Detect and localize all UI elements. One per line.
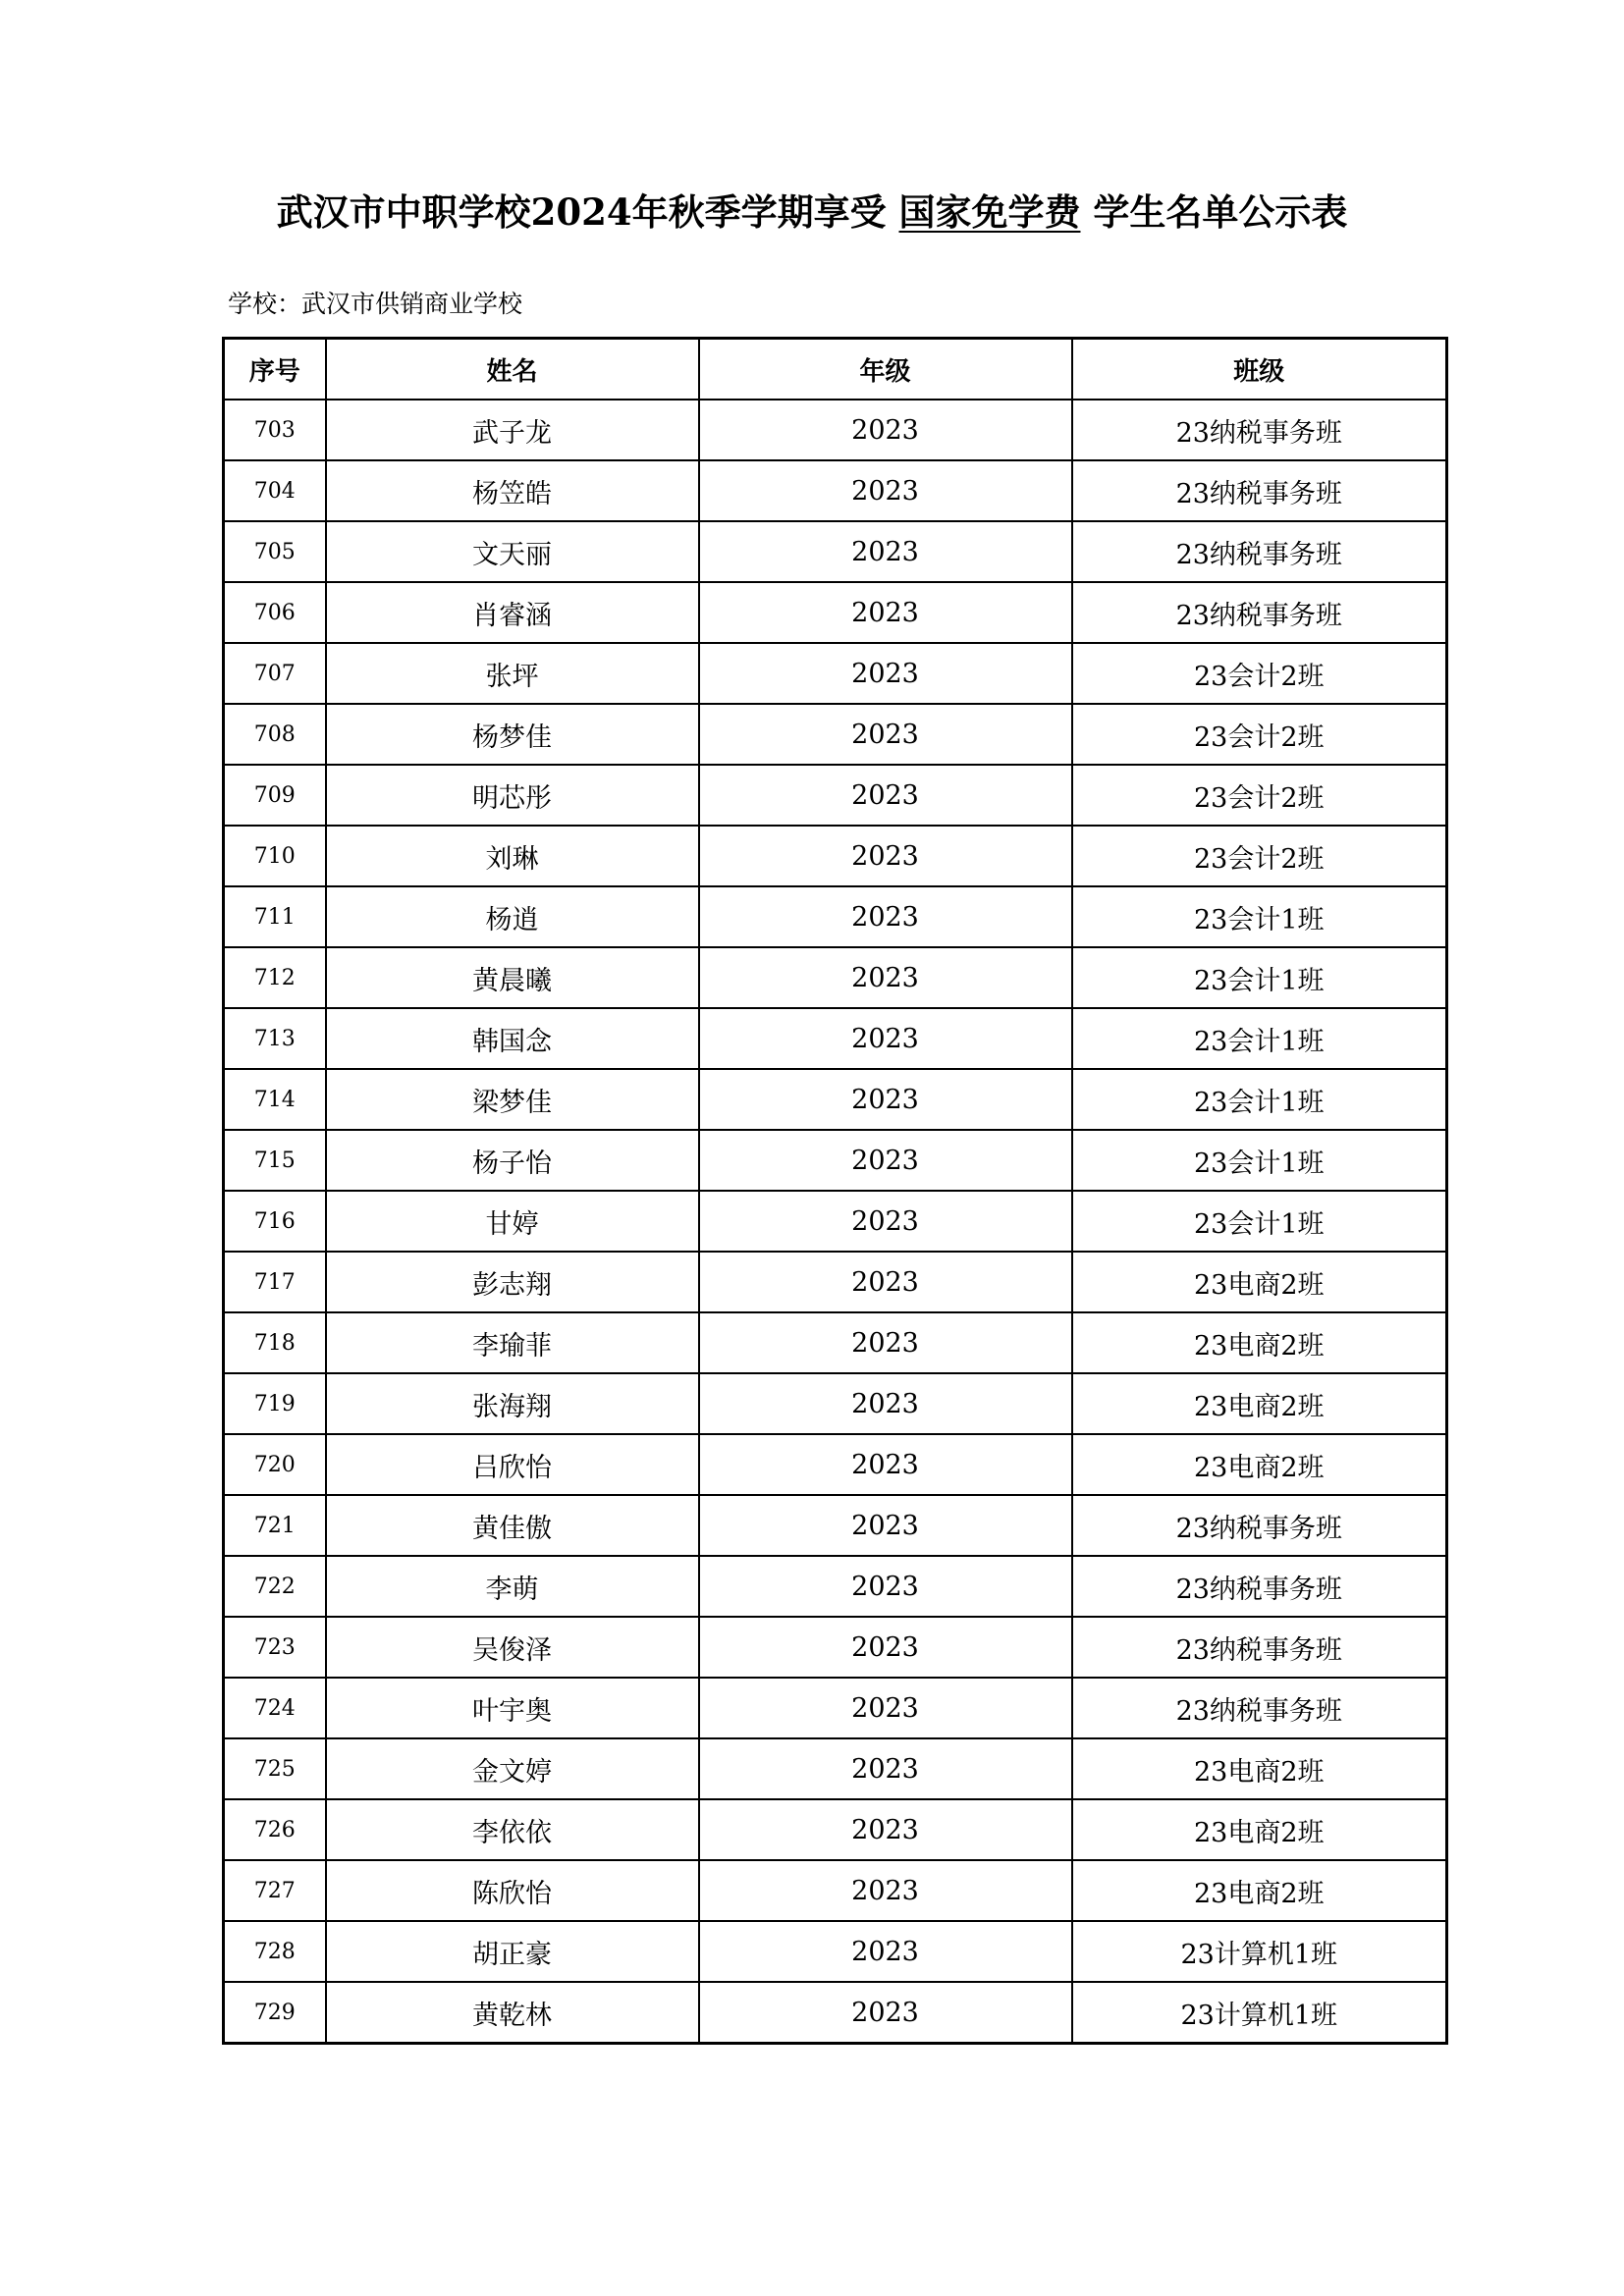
cell-name: 叶宇奥	[326, 1678, 699, 1738]
table-row	[224, 1799, 1447, 1860]
cell-grade: 2023	[699, 1434, 1072, 1495]
table-row	[224, 1252, 1447, 1312]
cell-seq: 713	[224, 1008, 326, 1069]
cell-class: 23会计1班	[1072, 1008, 1447, 1069]
cell-grade: 2023	[699, 1069, 1072, 1130]
cell-grade: 2023	[699, 1982, 1072, 2044]
cell-name: 李萌	[326, 1556, 699, 1617]
cell-seq: 712	[224, 947, 326, 1008]
cell-class: 23计算机1班	[1072, 1982, 1447, 2044]
table-row	[224, 1495, 1447, 1556]
cell-name: 张坪	[326, 643, 699, 704]
cell-seq: 706	[224, 582, 326, 643]
table-header-row	[224, 339, 1447, 400]
cell-name: 韩国念	[326, 1008, 699, 1069]
column-header-seq: 序号	[224, 339, 326, 400]
cell-class: 23纳税事务班	[1072, 1495, 1447, 1556]
column-header-name: 姓名	[326, 339, 699, 400]
cell-name: 吕欣怡	[326, 1434, 699, 1495]
cell-grade: 2023	[699, 1008, 1072, 1069]
cell-grade: 2023	[699, 1678, 1072, 1738]
cell-grade: 2023	[699, 1312, 1072, 1373]
cell-name: 杨梦佳	[326, 704, 699, 765]
cell-class: 23电商2班	[1072, 1312, 1447, 1373]
cell-class: 23电商2班	[1072, 1373, 1447, 1434]
cell-seq: 707	[224, 643, 326, 704]
table-row	[224, 1373, 1447, 1434]
cell-class: 23纳税事务班	[1072, 521, 1447, 582]
cell-class: 23会计2班	[1072, 643, 1447, 704]
cell-name: 刘琳	[326, 826, 699, 886]
cell-class: 23会计1班	[1072, 947, 1447, 1008]
cell-seq: 727	[224, 1860, 326, 1921]
table-body	[224, 400, 1447, 2044]
cell-grade: 2023	[699, 582, 1072, 643]
cell-name: 李依依	[326, 1799, 699, 1860]
table-row	[224, 521, 1447, 582]
title-prefix: 武汉市中职学校2024年秋季学期享受	[276, 190, 887, 234]
cell-class: 23会计2班	[1072, 704, 1447, 765]
cell-grade: 2023	[699, 1921, 1072, 1982]
cell-class: 23纳税事务班	[1072, 1556, 1447, 1617]
cell-name: 杨子怡	[326, 1130, 699, 1191]
table-row	[224, 1130, 1447, 1191]
cell-name: 肖睿涵	[326, 582, 699, 643]
cell-class: 23电商2班	[1072, 1434, 1447, 1495]
student-table	[222, 337, 1448, 2045]
cell-seq: 724	[224, 1678, 326, 1738]
cell-seq: 726	[224, 1799, 326, 1860]
cell-grade: 2023	[699, 826, 1072, 886]
table-row	[224, 1617, 1447, 1678]
cell-grade: 2023	[699, 400, 1072, 460]
cell-seq: 719	[224, 1373, 326, 1434]
cell-seq: 718	[224, 1312, 326, 1373]
cell-grade: 2023	[699, 765, 1072, 826]
cell-name: 杨逍	[326, 886, 699, 947]
cell-seq: 723	[224, 1617, 326, 1678]
cell-grade: 2023	[699, 1860, 1072, 1921]
table-row	[224, 704, 1447, 765]
table-row	[224, 582, 1447, 643]
title-suffix: 学生名单公示表	[1093, 190, 1348, 234]
cell-grade: 2023	[699, 460, 1072, 521]
cell-grade: 2023	[699, 1191, 1072, 1252]
cell-grade: 2023	[699, 1799, 1072, 1860]
cell-name: 张海翔	[326, 1373, 699, 1434]
cell-class: 23会计2班	[1072, 765, 1447, 826]
table-row	[224, 1191, 1447, 1252]
cell-grade: 2023	[699, 886, 1072, 947]
cell-class: 23会计1班	[1072, 886, 1447, 947]
table-row	[224, 886, 1447, 947]
school-line	[228, 285, 522, 324]
cell-name: 文天丽	[326, 521, 699, 582]
cell-class: 23计算机1班	[1072, 1921, 1447, 1982]
cell-seq: 711	[224, 886, 326, 947]
cell-grade: 2023	[699, 1556, 1072, 1617]
cell-name: 金文婷	[326, 1738, 699, 1799]
school-label: 学校：	[228, 290, 302, 318]
cell-class: 23纳税事务班	[1072, 582, 1447, 643]
table-row	[224, 947, 1447, 1008]
cell-seq: 729	[224, 1982, 326, 2044]
table-row	[224, 1312, 1447, 1373]
column-header-grade: 年级	[699, 339, 1072, 400]
table-row	[224, 1069, 1447, 1130]
cell-seq: 720	[224, 1434, 326, 1495]
cell-name: 李瑜菲	[326, 1312, 699, 1373]
table-row	[224, 1860, 1447, 1921]
cell-grade: 2023	[699, 1495, 1072, 1556]
cell-name: 陈欣怡	[326, 1860, 699, 1921]
cell-name: 吴俊泽	[326, 1617, 699, 1678]
cell-seq: 705	[224, 521, 326, 582]
table-row	[224, 1738, 1447, 1799]
cell-grade: 2023	[699, 1130, 1072, 1191]
cell-class: 23纳税事务班	[1072, 460, 1447, 521]
cell-seq: 717	[224, 1252, 326, 1312]
table-row	[224, 1982, 1447, 2044]
cell-name: 明芯彤	[326, 765, 699, 826]
cell-name: 胡正豪	[326, 1921, 699, 1982]
cell-grade: 2023	[699, 1252, 1072, 1312]
cell-name: 梁梦佳	[326, 1069, 699, 1130]
cell-seq: 715	[224, 1130, 326, 1191]
column-header-class: 班级	[1072, 339, 1447, 400]
table-row	[224, 460, 1447, 521]
cell-seq: 708	[224, 704, 326, 765]
cell-class: 23电商2班	[1072, 1252, 1447, 1312]
cell-grade: 2023	[699, 704, 1072, 765]
cell-seq: 728	[224, 1921, 326, 1982]
cell-name: 黄佳傲	[326, 1495, 699, 1556]
cell-class: 23纳税事务班	[1072, 400, 1447, 460]
table-row	[224, 1556, 1447, 1617]
cell-grade: 2023	[699, 643, 1072, 704]
cell-class: 23电商2班	[1072, 1799, 1447, 1860]
cell-name: 杨笠皓	[326, 460, 699, 521]
cell-seq: 710	[224, 826, 326, 886]
cell-class: 23电商2班	[1072, 1738, 1447, 1799]
cell-seq: 716	[224, 1191, 326, 1252]
cell-seq: 725	[224, 1738, 326, 1799]
cell-grade: 2023	[699, 521, 1072, 582]
page-title	[0, 183, 1624, 241]
table-row	[224, 400, 1447, 460]
cell-name: 甘婷	[326, 1191, 699, 1252]
cell-name: 黄乾林	[326, 1982, 699, 2044]
school-name: 武汉市供销商业学校	[301, 290, 523, 318]
cell-seq: 703	[224, 400, 326, 460]
cell-seq: 709	[224, 765, 326, 826]
cell-seq: 714	[224, 1069, 326, 1130]
cell-seq: 721	[224, 1495, 326, 1556]
table-row	[224, 1921, 1447, 1982]
cell-seq: 722	[224, 1556, 326, 1617]
cell-class: 23会计1班	[1072, 1069, 1447, 1130]
table-row	[224, 1008, 1447, 1069]
cell-class: 23电商2班	[1072, 1860, 1447, 1921]
cell-grade: 2023	[699, 947, 1072, 1008]
cell-name: 黄晨曦	[326, 947, 699, 1008]
cell-class: 23纳税事务班	[1072, 1617, 1447, 1678]
cell-grade: 2023	[699, 1373, 1072, 1434]
cell-class: 23会计1班	[1072, 1191, 1447, 1252]
cell-name: 彭志翔	[326, 1252, 699, 1312]
table-row	[224, 765, 1447, 826]
cell-class: 23会计2班	[1072, 826, 1447, 886]
table-row	[224, 1434, 1447, 1495]
cell-class: 23纳税事务班	[1072, 1678, 1447, 1738]
cell-grade: 2023	[699, 1617, 1072, 1678]
cell-class: 23会计1班	[1072, 1130, 1447, 1191]
title-underlined-term: 国家免学费	[898, 190, 1081, 234]
cell-grade: 2023	[699, 1738, 1072, 1799]
table-row	[224, 1678, 1447, 1738]
cell-seq: 704	[224, 460, 326, 521]
table-row	[224, 826, 1447, 886]
table-row	[224, 643, 1447, 704]
cell-name: 武子龙	[326, 400, 699, 460]
